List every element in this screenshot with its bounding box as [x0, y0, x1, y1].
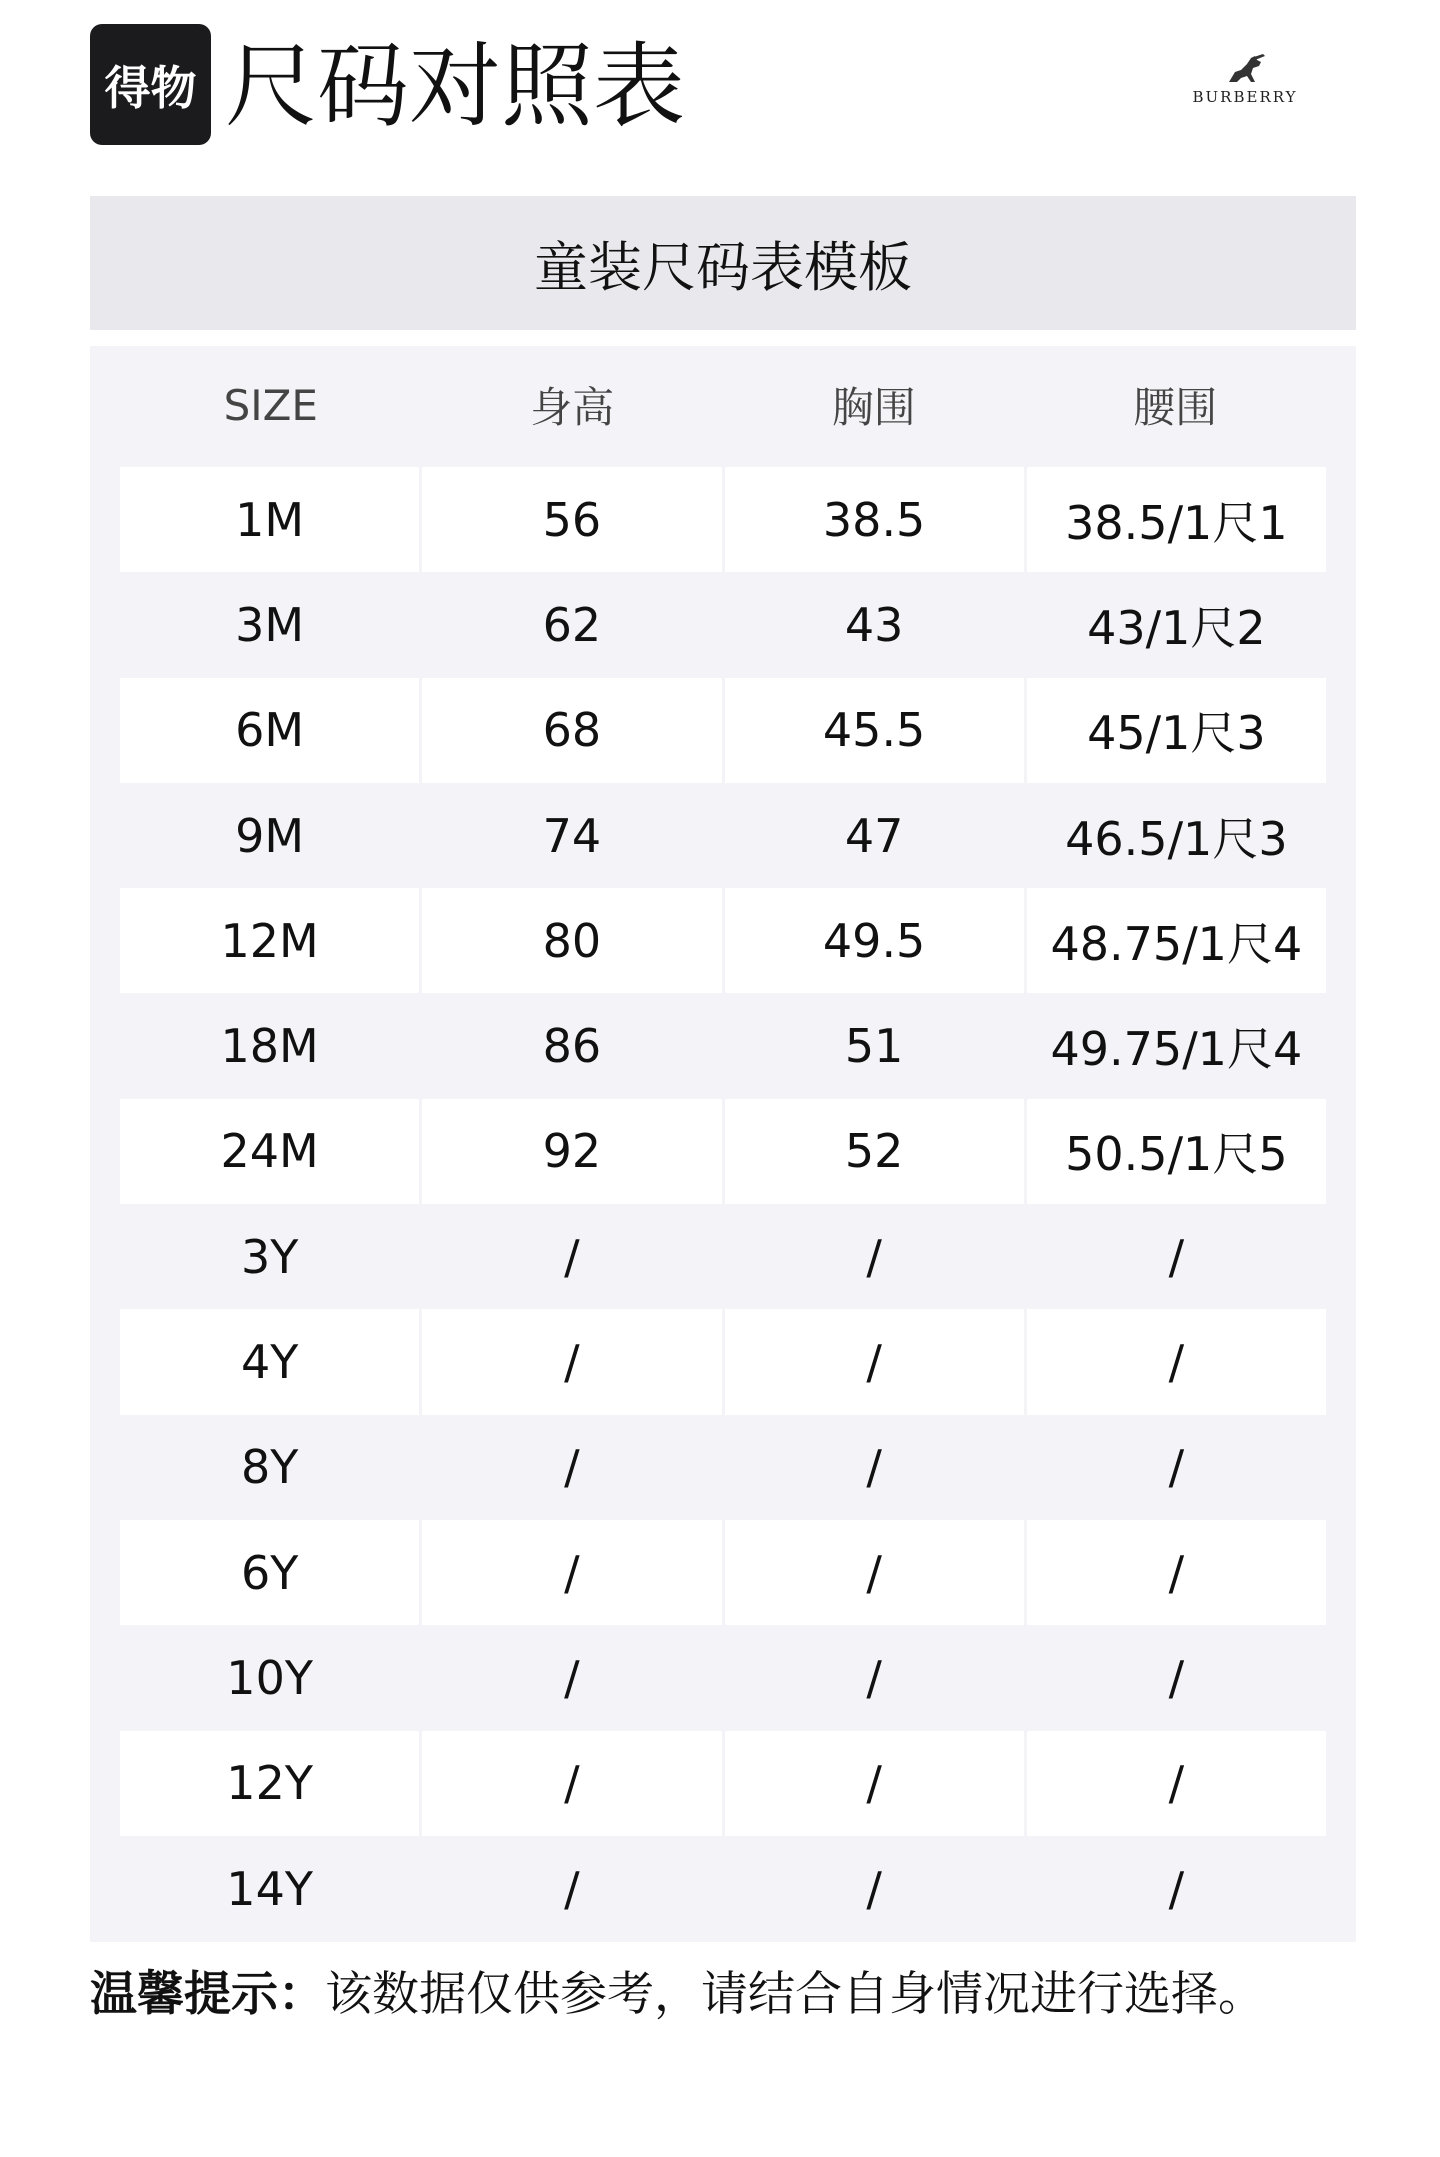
table-row: [120, 783, 1326, 888]
size-table: [90, 346, 1356, 1942]
table-row: [120, 1415, 1326, 1520]
column-header-chest: 胸围: [831, 383, 916, 432]
cell-height: /: [564, 1650, 580, 1705]
cell-waist: 46.5/1尺3: [1065, 811, 1288, 866]
cell-height: 68: [422, 678, 721, 783]
cell-size: 6Y: [120, 1520, 419, 1625]
table-row: [120, 467, 1326, 572]
cell-height: 80: [422, 888, 721, 993]
cell-chest: 45.5: [725, 678, 1024, 783]
column-header-height: 身高: [530, 383, 615, 432]
cell-chest: /: [725, 1309, 1024, 1414]
cell-size: 18M: [220, 1019, 319, 1074]
table-row: [120, 1520, 1326, 1625]
cell-chest: 38.5: [725, 467, 1024, 572]
cell-waist: /: [1168, 1650, 1185, 1705]
cell-waist: 50.5/1尺5: [1027, 1099, 1326, 1204]
cell-chest: 51: [844, 1019, 904, 1074]
cell-waist: /: [1027, 1520, 1326, 1625]
equestrian-knight-icon: [1221, 52, 1269, 86]
brand-name: BURBERRY: [1192, 88, 1298, 106]
cell-chest: /: [866, 1861, 882, 1916]
cell-size: 14Y: [226, 1861, 313, 1916]
cell-height: /: [422, 1520, 721, 1625]
cell-size: 3Y: [240, 1229, 299, 1284]
cell-chest: 49.5: [725, 888, 1024, 993]
footer-note: [90, 1960, 1370, 2030]
cell-size: 1M: [120, 467, 419, 572]
table-row: [120, 1625, 1326, 1730]
cell-height: /: [564, 1861, 580, 1916]
page-header: [90, 22, 1350, 152]
cell-size: 24M: [120, 1099, 419, 1204]
cell-size: 12Y: [120, 1731, 419, 1836]
page-title: 尺码对照表: [225, 33, 686, 140]
cell-height: /: [422, 1309, 721, 1414]
table-row: [120, 1309, 1326, 1414]
cell-height: 74: [542, 808, 602, 863]
table-row: [120, 1731, 1326, 1836]
cell-waist: 43/1尺2: [1087, 600, 1266, 655]
cell-size: 4Y: [120, 1309, 419, 1414]
column-header-size: SIZE: [223, 380, 318, 430]
cell-size: 8Y: [240, 1440, 299, 1495]
cell-waist: /: [1027, 1731, 1326, 1836]
cell-size: 10Y: [226, 1650, 313, 1705]
brand-logo: [1165, 52, 1325, 112]
cell-waist: 38.5/1尺1: [1027, 467, 1326, 572]
logo-text: 得物: [104, 60, 197, 115]
cell-chest: /: [866, 1650, 882, 1705]
cell-size: 6M: [120, 678, 419, 783]
cell-size: 9M: [235, 808, 305, 863]
cell-waist: 49.75/1尺4: [1050, 1022, 1303, 1077]
tip-text: 该数据仅供参考，请结合自身情况进行选择。: [325, 1967, 1265, 2022]
cell-waist: /: [1168, 1229, 1185, 1284]
cell-size: 12M: [120, 888, 419, 993]
cell-chest: 43: [844, 597, 904, 652]
cell-chest: /: [725, 1731, 1024, 1836]
cell-height: /: [564, 1440, 580, 1495]
cell-chest: /: [725, 1520, 1024, 1625]
table-row: [120, 993, 1326, 1098]
cell-waist: 48.75/1尺4: [1027, 888, 1326, 993]
cell-chest: 52: [725, 1099, 1024, 1204]
cell-chest: 47: [844, 808, 904, 863]
cell-height: 56: [422, 467, 721, 572]
cell-size: 3M: [235, 597, 305, 652]
table-row: [120, 888, 1326, 993]
cell-height: 92: [422, 1099, 721, 1204]
table-title: [90, 196, 1356, 330]
cell-height: /: [564, 1229, 580, 1284]
cell-chest: /: [866, 1229, 882, 1284]
table-row: [120, 572, 1326, 677]
cell-waist: /: [1027, 1309, 1326, 1414]
table-body: [120, 467, 1326, 1941]
cell-waist: 45/1尺3: [1027, 678, 1326, 783]
cell-waist: /: [1168, 1440, 1185, 1495]
tip-label: 温馨提示：: [90, 1967, 325, 2022]
cell-height: 86: [542, 1019, 602, 1074]
table-row: [120, 1836, 1326, 1941]
table-title-text: 童装尺码表模板: [534, 235, 912, 299]
column-header-waist: 腰围: [1133, 383, 1218, 432]
dewu-logo: [90, 24, 211, 145]
cell-height: 62: [542, 597, 602, 652]
cell-height: /: [422, 1731, 721, 1836]
table-row: [120, 678, 1326, 783]
cell-waist: /: [1168, 1861, 1185, 1916]
table-header-row: [120, 346, 1326, 464]
table-row: [120, 1204, 1326, 1309]
cell-chest: /: [866, 1440, 882, 1495]
table-row: [120, 1099, 1326, 1204]
